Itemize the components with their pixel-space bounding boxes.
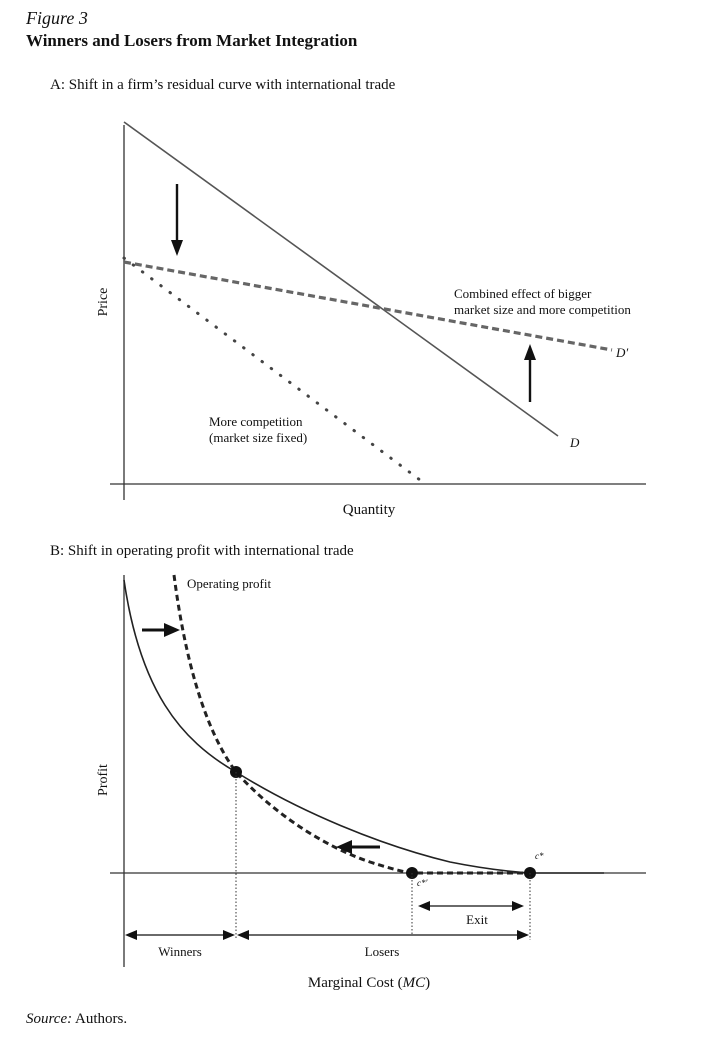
label-exit: Exit [466,912,488,927]
panel-b-x-label-italic: MC [402,975,426,991]
source-prefix: Source: [26,1011,73,1027]
label-c-star-prime: c*′ [417,878,428,888]
annotation-combined-line2: market size and more competition [454,302,631,317]
label-c-star: c* [535,851,544,861]
exit-arrow-left [418,901,430,911]
winners-arrow-left [125,930,137,940]
label-d: D [570,435,580,450]
losers-arrow-left [237,930,249,940]
right-arrow-head [164,623,180,637]
profit-curve-original [124,580,604,873]
operating-profit-label: Operating profit [187,576,272,591]
panel-b-x-label-main: Marginal Cost ( [307,975,403,991]
panel-a-y-label: Price [96,287,111,317]
source-text: Authors. [72,1011,128,1027]
panel-b-title: B: Shift in operating profit with international trade [50,543,354,559]
source-note [26,1011,127,1028]
panel-b-y-label: Profit [96,764,111,796]
figure-label: Figure 3 [26,8,88,28]
exit-arrow-right [512,901,524,911]
panel-b-x-label [308,975,430,991]
label-winners: Winners [158,944,202,959]
winners-arrow-right [223,930,235,940]
panel-a-x-label: Quantity [342,502,396,518]
annotation-combined-line1: Combined effect of bigger [454,286,592,301]
annotation-competition-line1: More competition [209,414,303,429]
panel-b-x-label-close: ) [425,975,431,991]
annotation-competition-line2: (market size fixed) [209,430,308,445]
label-losers: Losers [364,944,400,959]
figure-title: Winners and Losers from Market Integration [26,31,358,50]
label-d-prime: D′ [616,345,629,360]
profit-curve-new [174,575,530,873]
losers-arrow-right [517,930,529,940]
panel-a-title: A: Shift in a firm’s residual curve with international trade [50,77,396,93]
